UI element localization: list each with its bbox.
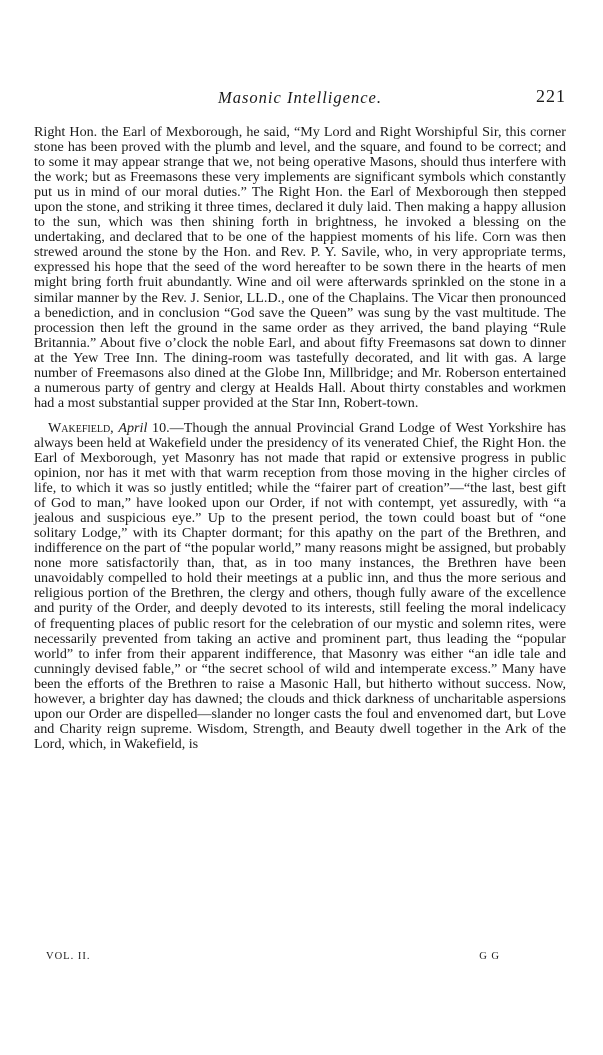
- paragraph-wakefield: [34, 421, 566, 752]
- article-body: [34, 125, 566, 752]
- place-heading: Wakefield,: [48, 419, 114, 436]
- paragraph-foundation-stone: Right Hon. the Earl of Mexborough, he said, “My Lord and Right Worshipful Sir, this corner stone has been proved with the plumb and level, and the square, and found to be correct; and to some it may appear strange that we, not being operative Masons, should thus interfere with the work; but as Freemasons these very implements are significant symbols which constantly put us in mind of our moral duties.” The Right Hon. the Earl of Mexborough then stepped upon the stone, and striking it three times, declared it duly laid. Then making a happy allusion to the sun, which was then shining forth in brightness, he invoked a blessing on the undertaking, and declared that to be one of the happiest moments of his life. Corn was then strewed around the stone by the Hon. and Rev. P. Y. Savile, who, in very appropriate terms, expressed his hope that the seed of the word hereafter to be sown there in the hearts of men might bring forth fruit abundantly. Wine and oil were afterwards sprinkled on the stone in a similar manner by the Rev. J. Senior, LL.D., one of the Chaplains. The Vicar then pronounced a benediction, and in conclusion “God save the Queen” was sung by the vast multitude. The procession then left the ground in the same order as they arrived, the band playing “Rule Britannia.” About five o’clock the noble Earl, and about fifty Freemasons sat down to dinner at the Yew Tree Inn. The dining-room was tastefully decorated, and lit with gas. A large number of Freemasons also dined at the Globe Inn, Millbridge; and Mr. Roberson entertained a numerous party of gentry and clergy at Healds Hall. About thirty constables and workmen had a most substantial supper provided at the Star Inn, Robert-town.: [34, 124, 566, 411]
- running-title: Masonic Intelligence.: [218, 88, 382, 107]
- page-footer: [46, 951, 546, 965]
- running-header: [34, 88, 566, 112]
- volume-label: VOL. II.: [46, 951, 91, 962]
- page-number: 221: [536, 86, 566, 106]
- date-day: 10.: [152, 419, 170, 436]
- date-month: April: [118, 419, 148, 436]
- paragraph-wakefield-text: —Though the annual Provincial Grand Lodge of West Yorkshire has always been held at Wakefield under the presidency of its venerated Chief, the Right Hon. the Earl of Mexborough, yet Masonry has not made that rapid or extensive progress in public opinion, nor has it met with that warm reception from those moving in the higher circles of life, to which it was so justly entitled; while the “fairer part of creation”—“the last, best gift of God to man,” have looked upon our Order, if not with contempt, yet assuredly, with “a jealous and suspicious eye.” Up to the present period, the town could boast but of “one solitary Lodge,” with its Chapter dormant; for this apathy on the part of the Brethren, and indifference on the part of “the popular world,” many reasons might be assigned, but probably none more satisfactorily than, that, as in too many instances, the Brethren have been unavoidably compelled to hold their meetings at a public inn, and thus the more serious and religious portion of the Brethren, the clergy and others, though fully aware of the excellence and purity of the Order, and deeply devoted to its interests, still feeling the moral indelicacy of frequenting places of public resort for the celebration of our mystic and solemn rites, were necessarily prevented from taking an active and prominent part, thus leading the “popular world” to infer from their apparent indifference, that Masonry was either “an idle tale and cunningly devised fable,” or “the secret school of wild and intemperate excess.” Many have been the efforts of the Brethren to raise a Masonic Hall, but hitherto without success. Now, however, a brighter day has dawned; the clouds and thick darkness of uncharitable aspersions upon our Order are dispelled—slander no longer casts the foul and envenomed dart, but Love and Charity reign supreme. Wisdom, Strength, and Beauty dwell together in the Ark of the Lord, which, in Wakefield, is: [34, 419, 567, 752]
- signature-mark: G G: [479, 951, 500, 962]
